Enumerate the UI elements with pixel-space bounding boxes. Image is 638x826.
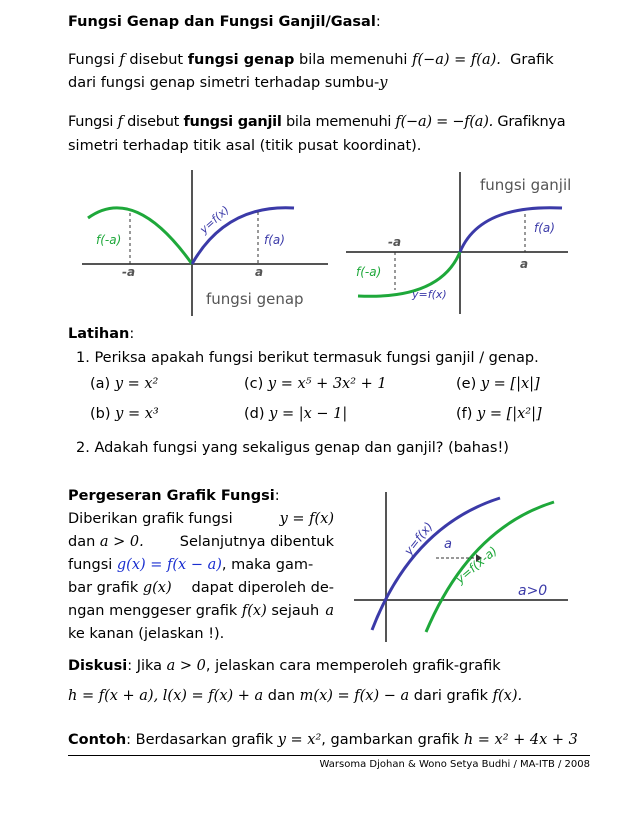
caption-fungsi-genap: fungsi genap: [206, 290, 304, 308]
curve-shifted: [426, 502, 554, 632]
footer-credit: Warsoma Djohan & Wono Setya Budhi / MA-ITB / 2008: [319, 759, 590, 770]
exercise-item-b: (b) y = x³: [90, 406, 159, 422]
label-f-neg-a: f(-a): [356, 265, 382, 279]
label-curve-shifted: y=f(x-a): [452, 543, 500, 587]
even-definition-line1: Fungsi f disebut fungsi genap bila memenuhi f(−a) = f(a). Grafik: [68, 52, 554, 68]
pergeseran-line6: ke kanan (jelaskan !).: [68, 626, 225, 642]
label-pos-a: a: [255, 265, 264, 279]
latihan-title: Latihan:: [68, 326, 135, 342]
label-curve: y=f(x): [412, 288, 447, 301]
label-f-a: f(a): [264, 233, 285, 247]
pergeseran-line4: bar grafik g(x) dapat diperoleh de-: [68, 580, 334, 596]
contoh-line: Contoh: Berdasarkan grafik y = x², gambarkan grafik h = x² + 4x + 3: [68, 732, 578, 748]
caption-fungsi-ganjil: fungsi ganjil: [480, 176, 572, 194]
label-neg-a: -a: [388, 235, 402, 249]
label-curve: y=f(x): [197, 203, 232, 237]
label-curve-f: y=f(x): [401, 519, 436, 558]
pergeseran-line1: Diberikan grafik fungsi y = f(x): [68, 511, 334, 527]
label-shift-a: a: [444, 537, 452, 552]
shift-graph: [352, 488, 570, 644]
label-f-a: f(a): [534, 221, 555, 235]
even-function-graph: [80, 168, 330, 316]
exercise-item-e: (e) y = [|x|]: [456, 376, 540, 392]
diskusi-line2: h = f(x + a), l(x) = f(x) + a dan m(x) = f(x) − a dari grafik f(x).: [68, 688, 523, 704]
exercise-item-c: (c) y = x⁵ + 3x² + 1: [244, 376, 387, 392]
label-neg-a: -a: [122, 265, 136, 279]
pergeseran-title: Pergeseran Grafik Fungsi:: [68, 488, 280, 504]
odd-definition-line1: Fungsi f disebut fungsi ganjil bila memenuhi f(−a) = −f(a). Grafiknya: [68, 114, 566, 130]
label-condition: a>0: [518, 583, 548, 599]
latihan-question-2: 2. Adakah fungsi yang sekaligus genap dan ganjil? (bahas!): [76, 440, 509, 456]
even-definition-line2: dari fungsi genap simetri terhadap sumbu-y: [68, 75, 388, 91]
odd-definition-line2: simetri terhadap titik asal (titik pusat koordinat).: [68, 138, 422, 154]
label-pos-a: a: [520, 257, 529, 271]
exercise-item-d: (d) y = |x − 1|: [244, 406, 348, 422]
diskusi-line1: Diskusi: Jika a > 0, jelaskan cara memperoleh grafik-grafik: [68, 658, 501, 674]
pergeseran-line2: dan a > 0. Selanjutnya dibentuk: [68, 534, 334, 550]
exercise-item-f: (f) y = [|x²|]: [456, 406, 542, 422]
footer-rule: [68, 755, 590, 756]
pergeseran-line3: fungsi g(x) = f(x − a), maka gam-: [68, 557, 314, 573]
latihan-question-1: 1. Periksa apakah fungsi berikut termasuk fungsi ganjil / genap.: [76, 350, 539, 366]
pergeseran-line5: ngan menggeser grafik f(x) sejauh a: [68, 603, 334, 619]
odd-function-graph: [340, 168, 572, 316]
label-f-neg-a: f(-a): [96, 233, 122, 247]
exercise-item-a: (a) y = x²: [90, 376, 159, 392]
section-title: Fungsi Genap dan Fungsi Ganjil/Gasal:: [68, 14, 381, 30]
